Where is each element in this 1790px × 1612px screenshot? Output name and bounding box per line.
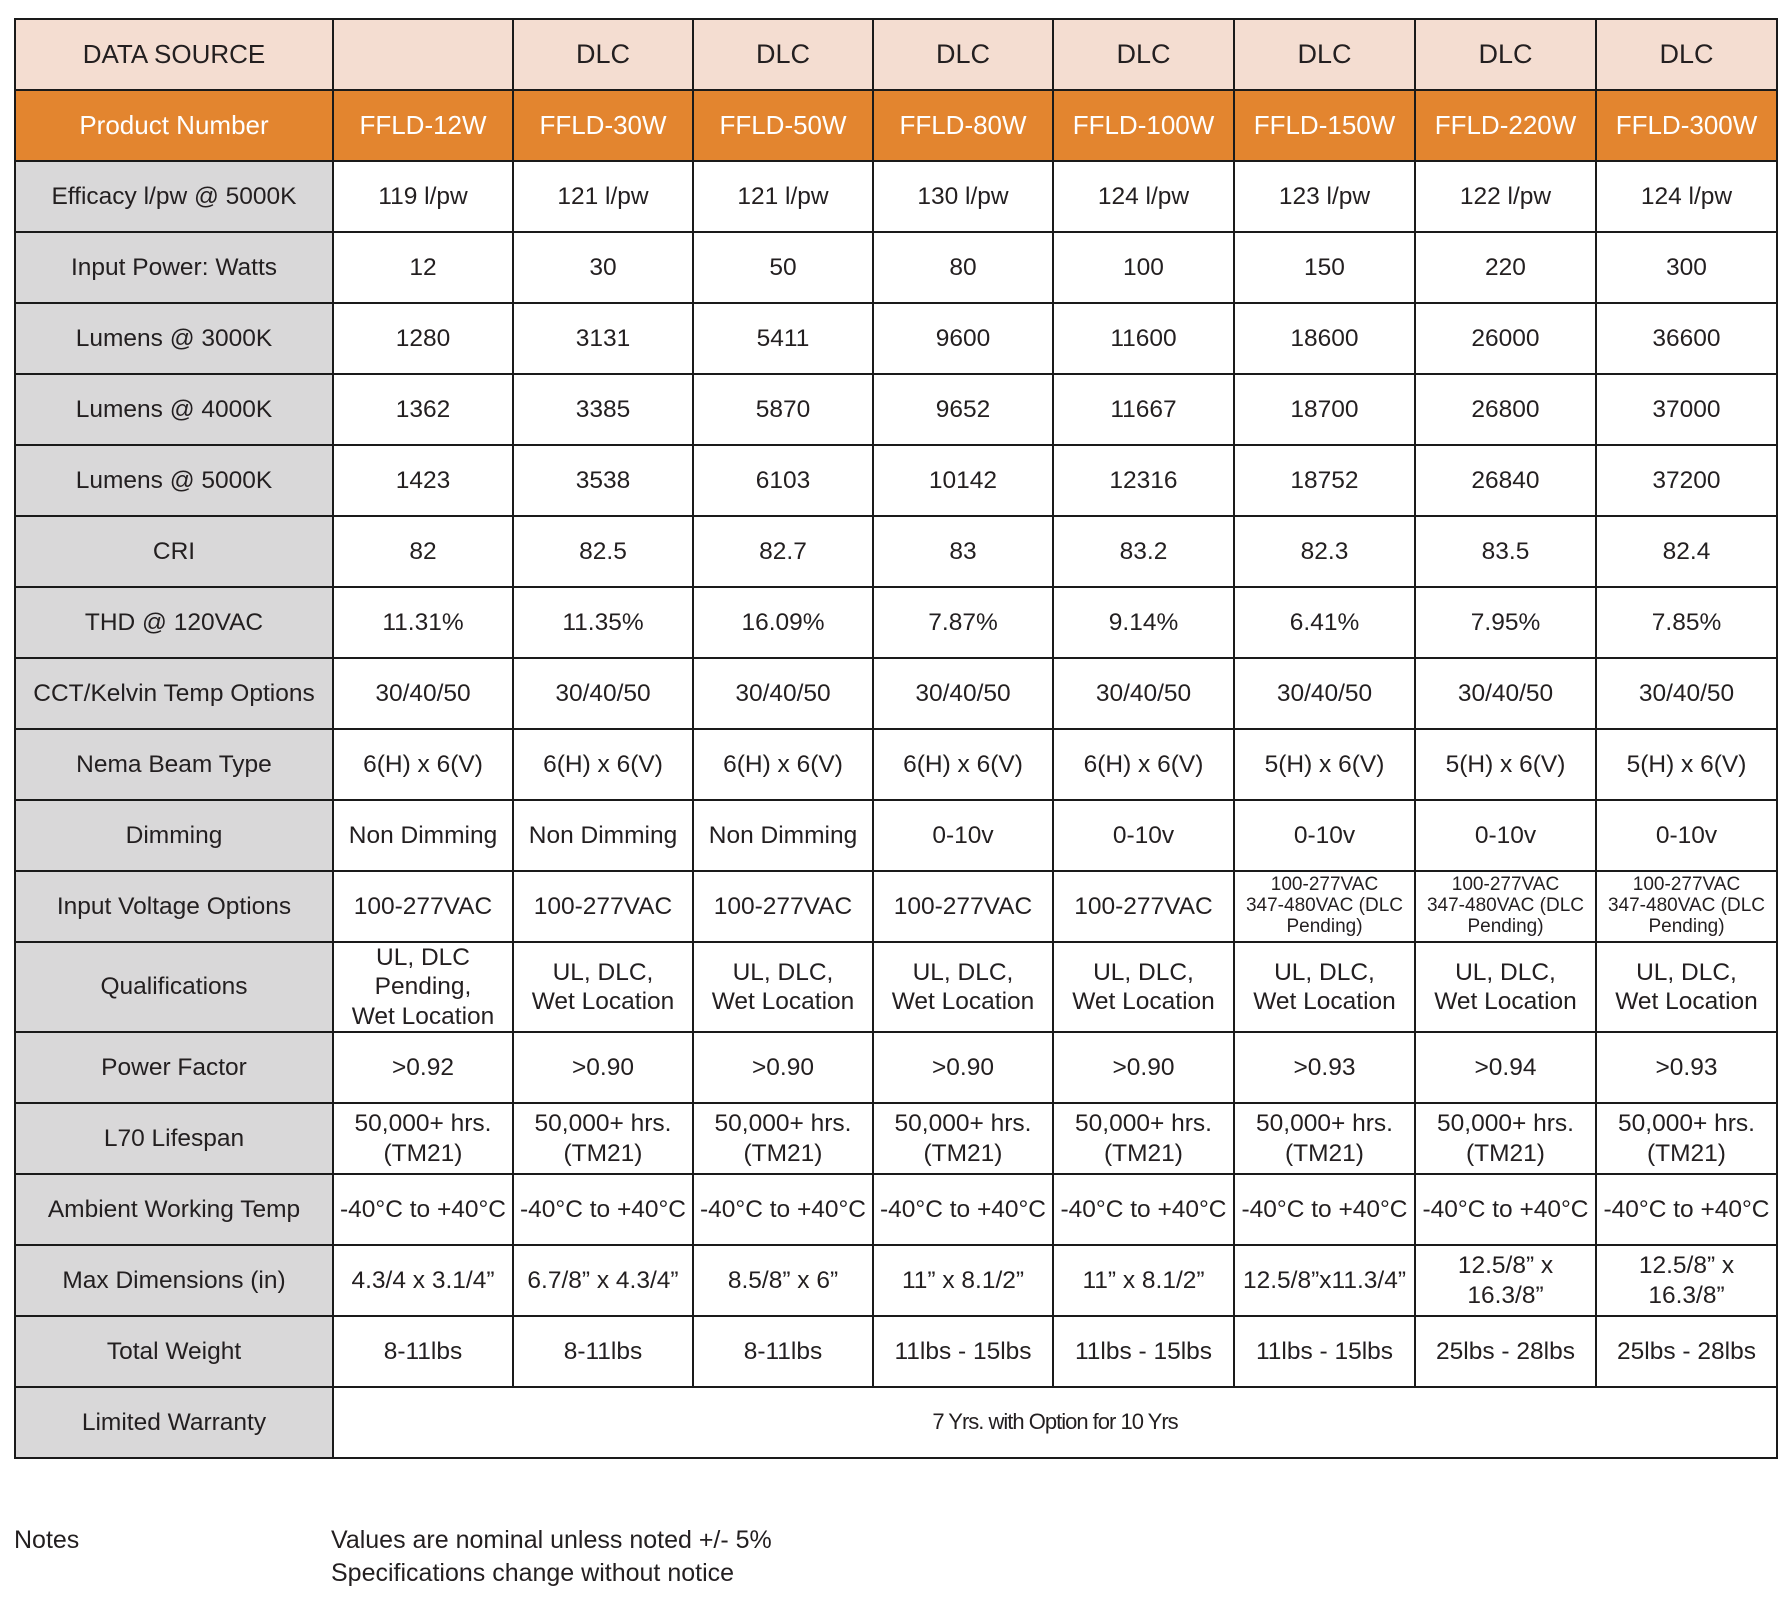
data-source-cell	[333, 19, 513, 90]
data-source-label: DATA SOURCE	[15, 19, 333, 90]
spec-cell: 11.35%	[513, 587, 693, 658]
spec-cell: 12.5/8”x11.3/4”	[1234, 1245, 1415, 1316]
spec-cell: 1362	[333, 374, 513, 445]
spec-row-lumens-4000k	[15, 374, 1777, 445]
product-number-cell: FFLD-80W	[873, 90, 1053, 161]
spec-cell: 0-10v	[873, 800, 1053, 871]
spec-cell: 100-277VAC 347-480VAC (DLC Pending)	[1234, 871, 1415, 942]
spec-cell: 12.5/8” x 16.3/8”	[1415, 1245, 1596, 1316]
spec-cell: 25lbs - 28lbs	[1596, 1316, 1777, 1387]
spec-row-label: Total Weight	[15, 1316, 333, 1387]
spec-row-label: Ambient Working Temp	[15, 1174, 333, 1245]
spec-cell: 124 l/pw	[1053, 161, 1234, 232]
spec-cell: Non Dimming	[513, 800, 693, 871]
spec-row-label: Nema Beam Type	[15, 729, 333, 800]
spec-cell: 50,000+ hrs. (TM21)	[873, 1103, 1053, 1174]
spec-cell: 100-277VAC	[693, 871, 873, 942]
spec-cell: 12.5/8” x 16.3/8”	[1596, 1245, 1777, 1316]
notes-line: Specifications change without notice	[331, 1559, 735, 1587]
spec-row-label: CCT/Kelvin Temp Options	[15, 658, 333, 729]
product-number-cell: FFLD-300W	[1596, 90, 1777, 161]
spec-cell: 26840	[1415, 445, 1596, 516]
spec-cell: >0.94	[1415, 1032, 1596, 1103]
spec-cell: >0.90	[693, 1032, 873, 1103]
spec-cell: -40°C to +40°C	[693, 1174, 873, 1245]
spec-row-limited-warranty	[15, 1387, 1777, 1458]
spec-cell: 26800	[1415, 374, 1596, 445]
spec-cell: 8-11lbs	[333, 1316, 513, 1387]
spec-cell: 36600	[1596, 303, 1777, 374]
spec-cell: 50,000+ hrs. (TM21)	[513, 1103, 693, 1174]
spec-row-label: Input Voltage Options	[15, 871, 333, 942]
spec-cell: 100-277VAC	[333, 871, 513, 942]
spec-cell: -40°C to +40°C	[1415, 1174, 1596, 1245]
data-source-cell: DLC	[873, 19, 1053, 90]
spec-table-container	[14, 18, 1776, 1459]
spec-row-label: Lumens @ 4000K	[15, 374, 333, 445]
spec-cell: 100-277VAC	[873, 871, 1053, 942]
spec-cell: 8-11lbs	[693, 1316, 873, 1387]
spec-cell: 30/40/50	[1415, 658, 1596, 729]
spec-cell: 30	[513, 232, 693, 303]
spec-cell: 100-277VAC	[513, 871, 693, 942]
spec-cell: 100-277VAC	[1053, 871, 1234, 942]
spec-cell: 1280	[333, 303, 513, 374]
spec-cell: 37000	[1596, 374, 1777, 445]
spec-cell: -40°C to +40°C	[1053, 1174, 1234, 1245]
spec-cell: >0.93	[1596, 1032, 1777, 1103]
spec-cell: 100-277VAC 347-480VAC (DLC Pending)	[1415, 871, 1596, 942]
spec-cell: 3538	[513, 445, 693, 516]
spec-cell: 121 l/pw	[693, 161, 873, 232]
spec-cell: 83.5	[1415, 516, 1596, 587]
spec-cell: 6103	[693, 445, 873, 516]
spec-row-label: Power Factor	[15, 1032, 333, 1103]
spec-cell: 11600	[1053, 303, 1234, 374]
spec-cell: 12	[333, 232, 513, 303]
spec-cell: 37200	[1596, 445, 1777, 516]
spec-cell: 6.41%	[1234, 587, 1415, 658]
spec-cell: 0-10v	[1053, 800, 1234, 871]
spec-row-nema-beam-type	[15, 729, 1777, 800]
spec-cell: 8.5/8” x 6”	[693, 1245, 873, 1316]
spec-cell: UL, DLC, Wet Location	[873, 942, 1053, 1032]
spec-row-qualifications	[15, 942, 1777, 1032]
spec-cell: 7.95%	[1415, 587, 1596, 658]
spec-cell: 30/40/50	[1053, 658, 1234, 729]
notes-label: Notes	[14, 1526, 80, 1554]
spec-cell: 0-10v	[1596, 800, 1777, 871]
spec-cell: 16.09%	[693, 587, 873, 658]
spec-cell: 11” x 8.1/2”	[1053, 1245, 1234, 1316]
spec-row-label: Lumens @ 5000K	[15, 445, 333, 516]
data-source-row	[15, 19, 1777, 90]
spec-cell: Non Dimming	[333, 800, 513, 871]
spec-cell: 25lbs - 28lbs	[1415, 1316, 1596, 1387]
spec-cell: 122 l/pw	[1415, 161, 1596, 232]
spec-cell: 83.2	[1053, 516, 1234, 587]
spec-cell: 83	[873, 516, 1053, 587]
spec-cell: 3131	[513, 303, 693, 374]
spec-cell: 1423	[333, 445, 513, 516]
spec-cell: 6(H) x 6(V)	[693, 729, 873, 800]
spec-cell: UL, DLC, Wet Location	[693, 942, 873, 1032]
spec-cell: 7.87%	[873, 587, 1053, 658]
spec-cell: 5(H) x 6(V)	[1596, 729, 1777, 800]
spec-cell: 82.5	[513, 516, 693, 587]
spec-row-cct-kelvin-temp-options	[15, 658, 1777, 729]
spec-cell: 11” x 8.1/2”	[873, 1245, 1053, 1316]
spec-cell: UL, DLC, Wet Location	[1415, 942, 1596, 1032]
spec-cell: 82.3	[1234, 516, 1415, 587]
spec-cell: 30/40/50	[1596, 658, 1777, 729]
spec-cell: 130 l/pw	[873, 161, 1053, 232]
spec-cell: 8-11lbs	[513, 1316, 693, 1387]
spec-cell: 30/40/50	[513, 658, 693, 729]
spec-cell: 150	[1234, 232, 1415, 303]
spec-cell: 50	[693, 232, 873, 303]
product-number-label: Product Number	[15, 90, 333, 161]
spec-cell: 4.3/4 x 3.1/4”	[333, 1245, 513, 1316]
spec-row-l70-lifespan	[15, 1103, 1777, 1174]
spec-row-input-power-watts	[15, 232, 1777, 303]
spec-cell: 5870	[693, 374, 873, 445]
spec-row-label: THD @ 120VAC	[15, 587, 333, 658]
spec-cell: 6(H) x 6(V)	[1053, 729, 1234, 800]
spec-cell: >0.92	[333, 1032, 513, 1103]
spec-cell: 6.7/8” x 4.3/4”	[513, 1245, 693, 1316]
spec-cell: 26000	[1415, 303, 1596, 374]
spec-cell: 11lbs - 15lbs	[873, 1316, 1053, 1387]
spec-cell: 80	[873, 232, 1053, 303]
spec-cell: 119 l/pw	[333, 161, 513, 232]
spec-cell: -40°C to +40°C	[1234, 1174, 1415, 1245]
spec-cell: 6(H) x 6(V)	[513, 729, 693, 800]
spec-row-label: Lumens @ 3000K	[15, 303, 333, 374]
spec-cell: 11lbs - 15lbs	[1053, 1316, 1234, 1387]
product-number-row	[15, 90, 1777, 161]
spec-cell: 0-10v	[1234, 800, 1415, 871]
data-source-cell: DLC	[693, 19, 873, 90]
spec-cell: 82.7	[693, 516, 873, 587]
spec-cell: >0.90	[513, 1032, 693, 1103]
spec-row-input-voltage-options	[15, 871, 1777, 942]
spec-cell: 11lbs - 15lbs	[1234, 1316, 1415, 1387]
spec-cell: 10142	[873, 445, 1053, 516]
product-number-cell: FFLD-100W	[1053, 90, 1234, 161]
data-source-cell: DLC	[1053, 19, 1234, 90]
spec-cell: 0-10v	[1415, 800, 1596, 871]
spec-row-label: Limited Warranty	[15, 1387, 333, 1458]
notes-lines	[331, 1524, 772, 1590]
spec-cell: 30/40/50	[693, 658, 873, 729]
spec-cell: >0.90	[1053, 1032, 1234, 1103]
spec-cell: 6(H) x 6(V)	[873, 729, 1053, 800]
spec-cell: 50,000+ hrs. (TM21)	[1415, 1103, 1596, 1174]
spec-cell: 5(H) x 6(V)	[1234, 729, 1415, 800]
spec-cell: 9600	[873, 303, 1053, 374]
warranty-value: 7 Yrs. with Option for 10 Yrs	[333, 1387, 1777, 1458]
spec-row-label: Max Dimensions (in)	[15, 1245, 333, 1316]
spec-cell: 121 l/pw	[513, 161, 693, 232]
notes-line: Values are nominal unless noted +/- 5%	[331, 1526, 772, 1554]
data-source-cell: DLC	[513, 19, 693, 90]
product-number-cell: FFLD-220W	[1415, 90, 1596, 161]
spec-row-label: L70 Lifespan	[15, 1103, 333, 1174]
spec-cell: Non Dimming	[693, 800, 873, 871]
spec-cell: -40°C to +40°C	[873, 1174, 1053, 1245]
spec-cell: 5(H) x 6(V)	[1415, 729, 1596, 800]
spec-cell: -40°C to +40°C	[333, 1174, 513, 1245]
spec-cell: 30/40/50	[1234, 658, 1415, 729]
product-number-cell: FFLD-50W	[693, 90, 873, 161]
spec-table-body	[15, 19, 1777, 1458]
spec-cell: UL, DLC Pending, Wet Location	[333, 942, 513, 1032]
data-source-cell: DLC	[1234, 19, 1415, 90]
spec-cell: UL, DLC, Wet Location	[1234, 942, 1415, 1032]
spec-cell: 82.4	[1596, 516, 1777, 587]
spec-cell: 123 l/pw	[1234, 161, 1415, 232]
spec-cell: 100	[1053, 232, 1234, 303]
spec-row-dimming	[15, 800, 1777, 871]
spec-cell: 300	[1596, 232, 1777, 303]
spec-row-cri	[15, 516, 1777, 587]
product-number-cell: FFLD-12W	[333, 90, 513, 161]
spec-row-total-weight	[15, 1316, 1777, 1387]
spec-cell: -40°C to +40°C	[513, 1174, 693, 1245]
spec-cell: 11667	[1053, 374, 1234, 445]
data-source-cell: DLC	[1415, 19, 1596, 90]
spec-cell: >0.93	[1234, 1032, 1415, 1103]
spec-row-label: Input Power: Watts	[15, 232, 333, 303]
product-number-cell: FFLD-150W	[1234, 90, 1415, 161]
spec-cell: 50,000+ hrs. (TM21)	[333, 1103, 513, 1174]
spec-row-power-factor	[15, 1032, 1777, 1103]
spec-cell: 50,000+ hrs. (TM21)	[693, 1103, 873, 1174]
spec-row-lumens-5000k	[15, 445, 1777, 516]
spec-cell: 220	[1415, 232, 1596, 303]
spec-cell: 6(H) x 6(V)	[333, 729, 513, 800]
spec-cell: 9.14%	[1053, 587, 1234, 658]
spec-cell: 50,000+ hrs. (TM21)	[1596, 1103, 1777, 1174]
spec-cell: -40°C to +40°C	[1596, 1174, 1777, 1245]
data-source-cell: DLC	[1596, 19, 1777, 90]
spec-cell: 18700	[1234, 374, 1415, 445]
product-number-cell: FFLD-30W	[513, 90, 693, 161]
spec-cell: 9652	[873, 374, 1053, 445]
spec-row-lumens-3000k	[15, 303, 1777, 374]
spec-cell: UL, DLC, Wet Location	[1596, 942, 1777, 1032]
spec-row-max-dimensions-in	[15, 1245, 1777, 1316]
spec-cell: 30/40/50	[873, 658, 1053, 729]
spec-cell: >0.90	[873, 1032, 1053, 1103]
spec-row-label: CRI	[15, 516, 333, 587]
spec-cell: 50,000+ hrs. (TM21)	[1053, 1103, 1234, 1174]
spec-row-label: Dimming	[15, 800, 333, 871]
spec-cell: 30/40/50	[333, 658, 513, 729]
spec-cell: 124 l/pw	[1596, 161, 1777, 232]
spec-cell: 100-277VAC 347-480VAC (DLC Pending)	[1596, 871, 1777, 942]
spec-row-label: Efficacy l/pw @ 5000K	[15, 161, 333, 232]
spec-cell: UL, DLC, Wet Location	[513, 942, 693, 1032]
spec-row-ambient-working-temp	[15, 1174, 1777, 1245]
spec-cell: 18752	[1234, 445, 1415, 516]
spec-row-label: Qualifications	[15, 942, 333, 1032]
spec-cell: 18600	[1234, 303, 1415, 374]
spec-cell: 5411	[693, 303, 873, 374]
spec-cell: 82	[333, 516, 513, 587]
spec-cell: UL, DLC, Wet Location	[1053, 942, 1234, 1032]
spec-cell: 11.31%	[333, 587, 513, 658]
spec-cell: 7.85%	[1596, 587, 1777, 658]
spec-cell: 50,000+ hrs. (TM21)	[1234, 1103, 1415, 1174]
spec-row-thd-120vac	[15, 587, 1777, 658]
spec-table	[14, 18, 1778, 1459]
spec-cell: 3385	[513, 374, 693, 445]
spec-row-efficacy-l-pw-5000k	[15, 161, 1777, 232]
spec-cell: 12316	[1053, 445, 1234, 516]
